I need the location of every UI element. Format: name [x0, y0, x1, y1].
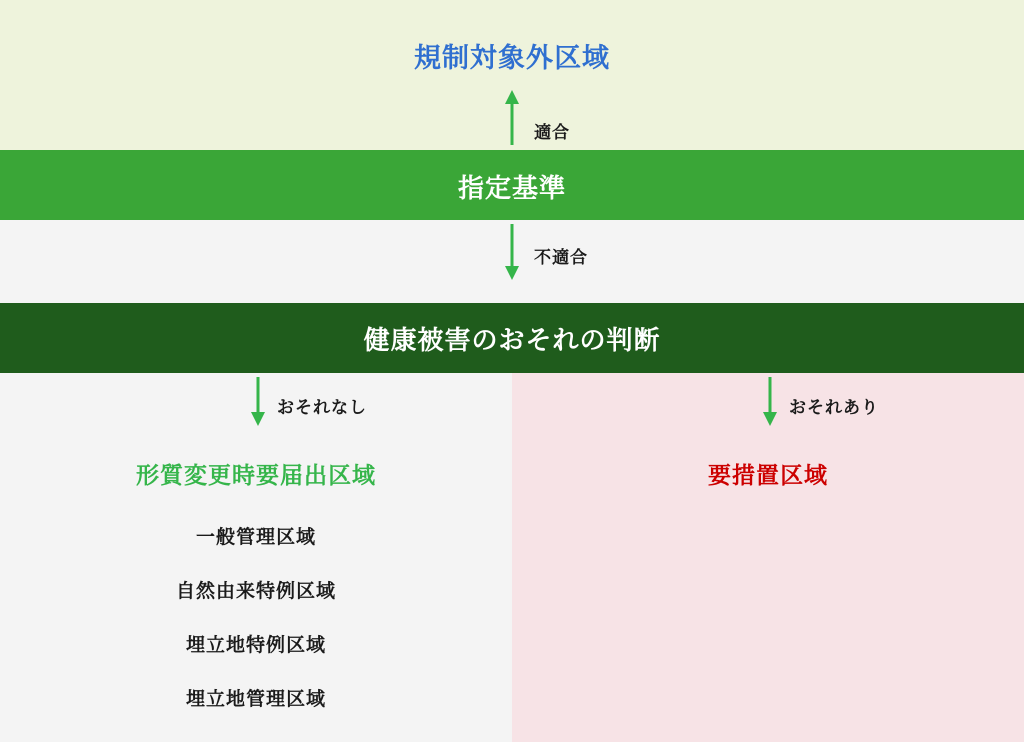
column-risk [512, 373, 1024, 742]
arrow-label-no-risk: おそれなし [277, 398, 367, 417]
column-no-risk-heading: 形質変更時要届出区域 [136, 462, 376, 488]
arrow-non-conform-down [494, 224, 530, 282]
band-criteria [0, 150, 1024, 220]
column-no-risk-list [0, 511, 512, 727]
arrow-risk-down [752, 377, 788, 427]
arrow-label-non-conform: 不適合 [534, 248, 588, 267]
column-no-risk [0, 373, 512, 742]
band-judgement-title: 健康被害のおそれの判断 [363, 325, 661, 355]
band-criteria-title: 指定基準 [457, 173, 566, 203]
band-non-regulated-title: 規制対象外区域 [414, 43, 610, 73]
list-item: 埋立地特例区域 [185, 635, 326, 656]
arrow-label-risk: おそれあり [789, 398, 879, 417]
list-item: 埋立地管理区域 [185, 689, 326, 710]
list-item: 一般管理区域 [195, 527, 316, 548]
arrow-conform-up [494, 88, 530, 146]
arrow-label-conform: 適合 [534, 123, 570, 142]
column-risk-heading: 要措置区域 [708, 462, 828, 488]
arrow-no-risk-down [240, 377, 276, 427]
list-item: 自然由来特例区域 [175, 581, 336, 602]
band-judgement [0, 303, 1024, 373]
